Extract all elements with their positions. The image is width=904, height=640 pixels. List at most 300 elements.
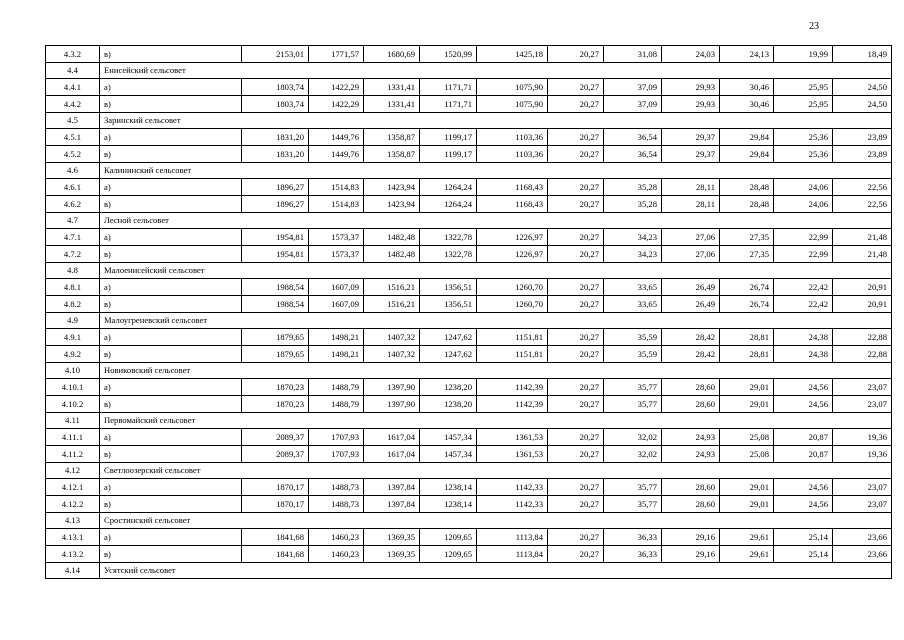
row-label: в) [100, 296, 242, 313]
table-row [46, 329, 892, 346]
value-cell: 24,56 [774, 496, 833, 513]
value-cell: 29,16 [662, 529, 720, 546]
value-cell: 24,50 [833, 79, 892, 96]
value-cell: 35,59 [604, 346, 662, 363]
table-row [46, 146, 892, 163]
table-row [46, 496, 892, 513]
value-cell: 22,42 [774, 279, 833, 296]
row-label: а) [100, 279, 242, 296]
value-cell: 25,14 [774, 529, 833, 546]
section-title: Сростинский сельсовет [100, 513, 892, 529]
row-code: 4.5.1 [46, 129, 100, 146]
value-cell: 1113,84 [477, 529, 548, 546]
section-row [46, 363, 892, 379]
table-row [46, 279, 892, 296]
section-row [46, 63, 892, 79]
value-cell: 1449,76 [309, 129, 364, 146]
value-cell: 1142,33 [477, 496, 548, 513]
value-cell: 29,84 [720, 146, 774, 163]
value-cell: 1356,51 [420, 296, 477, 313]
value-cell: 21,48 [833, 246, 892, 263]
value-cell: 19,99 [774, 46, 833, 63]
row-code: 4.7 [46, 213, 100, 229]
value-cell: 20,91 [833, 296, 892, 313]
value-cell: 23,89 [833, 129, 892, 146]
value-cell: 1803,74 [242, 79, 309, 96]
value-cell: 1771,57 [309, 46, 364, 63]
row-label: в) [100, 96, 242, 113]
value-cell: 20,87 [774, 429, 833, 446]
value-cell: 1397,84 [364, 496, 420, 513]
value-cell: 23,07 [833, 479, 892, 496]
section-row [46, 563, 892, 579]
table-row [46, 79, 892, 96]
table-row [46, 546, 892, 563]
value-cell: 29,84 [720, 129, 774, 146]
value-cell: 20,27 [548, 446, 604, 463]
value-cell: 1460,23 [309, 529, 364, 546]
value-cell: 1617,04 [364, 429, 420, 446]
row-label: в) [100, 346, 242, 363]
row-label: в) [100, 546, 242, 563]
value-cell: 1209,65 [420, 529, 477, 546]
value-cell: 22,88 [833, 329, 892, 346]
value-cell: 26,74 [720, 279, 774, 296]
value-cell: 1151,81 [477, 329, 548, 346]
value-cell: 1226,97 [477, 246, 548, 263]
value-cell: 1331,41 [364, 96, 420, 113]
value-cell: 24,06 [774, 196, 833, 213]
value-cell: 20,27 [548, 496, 604, 513]
value-cell: 1397,90 [364, 396, 420, 413]
value-cell: 28,11 [662, 179, 720, 196]
value-cell: 1247,62 [420, 346, 477, 363]
value-cell: 1498,21 [309, 329, 364, 346]
value-cell: 29,37 [662, 129, 720, 146]
value-cell: 1514,83 [309, 179, 364, 196]
value-cell: 35,77 [604, 396, 662, 413]
value-cell: 24,56 [774, 479, 833, 496]
value-cell: 20,91 [833, 279, 892, 296]
row-code: 4.9.1 [46, 329, 100, 346]
value-cell: 35,28 [604, 196, 662, 213]
value-cell: 1482,48 [364, 229, 420, 246]
value-cell: 26,49 [662, 296, 720, 313]
value-cell: 28,81 [720, 346, 774, 363]
value-cell: 28,60 [662, 479, 720, 496]
value-cell: 20,27 [548, 146, 604, 163]
section-row [46, 263, 892, 279]
value-cell: 29,01 [720, 379, 774, 396]
value-cell: 19,36 [833, 429, 892, 446]
value-cell: 27,35 [720, 246, 774, 263]
section-title: Енисейский сельсовет [100, 63, 892, 79]
value-cell: 28,48 [720, 196, 774, 213]
value-cell: 25,14 [774, 546, 833, 563]
value-cell: 28,42 [662, 346, 720, 363]
value-cell: 20,27 [548, 246, 604, 263]
value-cell: 19,36 [833, 446, 892, 463]
value-cell: 36,33 [604, 546, 662, 563]
section-row [46, 463, 892, 479]
value-cell: 1954,81 [242, 229, 309, 246]
row-code: 4.9 [46, 313, 100, 329]
value-cell: 1422,29 [309, 79, 364, 96]
row-label: а) [100, 179, 242, 196]
value-cell: 1397,84 [364, 479, 420, 496]
value-cell: 20,27 [548, 196, 604, 213]
value-cell: 1358,87 [364, 146, 420, 163]
value-cell: 1449,76 [309, 146, 364, 163]
value-cell: 28,11 [662, 196, 720, 213]
value-cell: 1954,81 [242, 246, 309, 263]
value-cell: 33,65 [604, 296, 662, 313]
value-cell: 24,13 [720, 46, 774, 63]
value-cell: 28,60 [662, 496, 720, 513]
value-cell: 2153,01 [242, 46, 309, 63]
row-label: а) [100, 529, 242, 546]
value-cell: 29,61 [720, 546, 774, 563]
value-cell: 34,23 [604, 246, 662, 263]
table-row [46, 379, 892, 396]
row-code: 4.6.1 [46, 179, 100, 196]
section-row [46, 213, 892, 229]
row-label: в) [100, 496, 242, 513]
value-cell: 20,27 [548, 479, 604, 496]
value-cell: 1322,78 [420, 246, 477, 263]
value-cell: 20,27 [548, 379, 604, 396]
value-cell: 20,87 [774, 446, 833, 463]
value-cell: 37,09 [604, 79, 662, 96]
value-cell: 22,56 [833, 196, 892, 213]
tariff-table [45, 45, 892, 579]
row-code: 4.8.1 [46, 279, 100, 296]
section-row [46, 313, 892, 329]
table-row [46, 396, 892, 413]
value-cell: 1199,17 [420, 129, 477, 146]
value-cell: 1199,17 [420, 146, 477, 163]
value-cell: 1841,68 [242, 529, 309, 546]
value-cell: 20,27 [548, 179, 604, 196]
value-cell: 24,93 [662, 446, 720, 463]
value-cell: 18,49 [833, 46, 892, 63]
section-row [46, 163, 892, 179]
value-cell: 37,09 [604, 96, 662, 113]
value-cell: 1457,34 [420, 446, 477, 463]
row-code: 4.14 [46, 563, 100, 579]
value-cell: 23,07 [833, 496, 892, 513]
row-code: 4.12.2 [46, 496, 100, 513]
value-cell: 1260,70 [477, 296, 548, 313]
table-row [46, 529, 892, 546]
section-title: Малоугреневский сельсовет [100, 313, 892, 329]
value-cell: 27,35 [720, 229, 774, 246]
table-row [46, 46, 892, 63]
value-cell: 1075,90 [477, 96, 548, 113]
value-cell: 36,33 [604, 529, 662, 546]
value-cell: 1879,65 [242, 329, 309, 346]
value-cell: 29,16 [662, 546, 720, 563]
row-code: 4.4.2 [46, 96, 100, 113]
value-cell: 1356,51 [420, 279, 477, 296]
value-cell: 28,60 [662, 396, 720, 413]
row-code: 4.10 [46, 363, 100, 379]
row-label: в) [100, 46, 242, 63]
section-title: Усятский сельсовет [100, 563, 892, 579]
value-cell: 23,07 [833, 396, 892, 413]
value-cell: 20,27 [548, 346, 604, 363]
value-cell: 25,36 [774, 146, 833, 163]
value-cell: 1075,90 [477, 79, 548, 96]
value-cell: 1142,39 [477, 396, 548, 413]
value-cell: 20,27 [548, 529, 604, 546]
value-cell: 30,46 [720, 96, 774, 113]
value-cell: 20,27 [548, 296, 604, 313]
row-label: а) [100, 79, 242, 96]
value-cell: 1168,43 [477, 179, 548, 196]
value-cell: 26,49 [662, 279, 720, 296]
table-row [46, 296, 892, 313]
value-cell: 20,27 [548, 229, 604, 246]
value-cell: 1988,54 [242, 296, 309, 313]
value-cell: 1879,65 [242, 346, 309, 363]
value-cell: 20,27 [548, 429, 604, 446]
value-cell: 1520,99 [420, 46, 477, 63]
row-code: 4.10.1 [46, 379, 100, 396]
value-cell: 32,02 [604, 446, 662, 463]
value-cell: 29,01 [720, 496, 774, 513]
value-cell: 36,54 [604, 129, 662, 146]
value-cell: 25,08 [720, 429, 774, 446]
row-code: 4.13.2 [46, 546, 100, 563]
table-row [46, 479, 892, 496]
value-cell: 1103,36 [477, 129, 548, 146]
value-cell: 35,77 [604, 496, 662, 513]
value-cell: 20,27 [548, 546, 604, 563]
value-cell: 1168,43 [477, 196, 548, 213]
section-title: Светлоозерский сельсовет [100, 463, 892, 479]
value-cell: 1260,70 [477, 279, 548, 296]
value-cell: 29,93 [662, 96, 720, 113]
section-row [46, 513, 892, 529]
value-cell: 28,42 [662, 329, 720, 346]
value-cell: 1803,74 [242, 96, 309, 113]
value-cell: 23,66 [833, 529, 892, 546]
value-cell: 28,48 [720, 179, 774, 196]
value-cell: 33,65 [604, 279, 662, 296]
value-cell: 28,81 [720, 329, 774, 346]
row-code: 4.8 [46, 263, 100, 279]
row-code: 4.12 [46, 463, 100, 479]
row-label: в) [100, 446, 242, 463]
table-row [46, 229, 892, 246]
value-cell: 1831,20 [242, 146, 309, 163]
value-cell: 1425,18 [477, 46, 548, 63]
table-row [46, 129, 892, 146]
value-cell: 28,60 [662, 379, 720, 396]
value-cell: 1988,54 [242, 279, 309, 296]
value-cell: 25,95 [774, 96, 833, 113]
table-body [46, 46, 892, 579]
value-cell: 34,23 [604, 229, 662, 246]
row-code: 4.13 [46, 513, 100, 529]
row-label: а) [100, 479, 242, 496]
table-row [46, 246, 892, 263]
value-cell: 22,56 [833, 179, 892, 196]
value-cell: 20,27 [548, 79, 604, 96]
value-cell: 1573,37 [309, 229, 364, 246]
value-cell: 1264,24 [420, 179, 477, 196]
row-label: в) [100, 146, 242, 163]
value-cell: 21,48 [833, 229, 892, 246]
value-cell: 1238,14 [420, 479, 477, 496]
value-cell: 1397,90 [364, 379, 420, 396]
value-cell: 1870,17 [242, 479, 309, 496]
row-label: в) [100, 396, 242, 413]
value-cell: 20,27 [548, 46, 604, 63]
table-row [46, 429, 892, 446]
row-label: а) [100, 329, 242, 346]
value-cell: 1831,20 [242, 129, 309, 146]
value-cell: 24,56 [774, 396, 833, 413]
row-code: 4.11 [46, 413, 100, 429]
value-cell: 35,77 [604, 479, 662, 496]
value-cell: 1514,83 [309, 196, 364, 213]
row-code: 4.5 [46, 113, 100, 129]
value-cell: 1209,65 [420, 546, 477, 563]
value-cell: 1841,68 [242, 546, 309, 563]
value-cell: 1226,97 [477, 229, 548, 246]
table-row [46, 446, 892, 463]
value-cell: 1423,94 [364, 179, 420, 196]
value-cell: 1369,35 [364, 546, 420, 563]
row-label: в) [100, 246, 242, 263]
value-cell: 1607,09 [309, 296, 364, 313]
section-title: Малоенисейский сельсовет [100, 263, 892, 279]
value-cell: 20,27 [548, 279, 604, 296]
value-cell: 29,61 [720, 529, 774, 546]
value-cell: 1896,27 [242, 196, 309, 213]
value-cell: 1171,71 [420, 96, 477, 113]
value-cell: 1322,78 [420, 229, 477, 246]
value-cell: 1498,21 [309, 346, 364, 363]
value-cell: 24,38 [774, 346, 833, 363]
value-cell: 1103,36 [477, 146, 548, 163]
value-cell: 1457,34 [420, 429, 477, 446]
value-cell: 1151,81 [477, 346, 548, 363]
value-cell: 27,06 [662, 229, 720, 246]
value-cell: 1617,04 [364, 446, 420, 463]
value-cell: 1361,53 [477, 446, 548, 463]
value-cell: 2089,37 [242, 446, 309, 463]
value-cell: 29,01 [720, 396, 774, 413]
value-cell: 1171,71 [420, 79, 477, 96]
section-title: Лесной сельсовет [100, 213, 892, 229]
value-cell: 35,28 [604, 179, 662, 196]
value-cell: 1516,21 [364, 296, 420, 313]
row-code: 4.5.2 [46, 146, 100, 163]
value-cell: 1422,29 [309, 96, 364, 113]
value-cell: 24,38 [774, 329, 833, 346]
section-title: Первомайский сельсовет [100, 413, 892, 429]
value-cell: 1142,39 [477, 379, 548, 396]
value-cell: 1407,32 [364, 329, 420, 346]
value-cell: 27,06 [662, 246, 720, 263]
row-code: 4.12.1 [46, 479, 100, 496]
row-code: 4.6 [46, 163, 100, 179]
value-cell: 1238,20 [420, 379, 477, 396]
value-cell: 22,88 [833, 346, 892, 363]
value-cell: 22,99 [774, 246, 833, 263]
value-cell: 1488,79 [309, 379, 364, 396]
value-cell: 1358,87 [364, 129, 420, 146]
table-row [46, 346, 892, 363]
value-cell: 1870,17 [242, 496, 309, 513]
value-cell: 1460,23 [309, 546, 364, 563]
value-cell: 2089,37 [242, 429, 309, 446]
value-cell: 29,93 [662, 79, 720, 96]
value-cell: 1369,35 [364, 529, 420, 546]
value-cell: 1607,09 [309, 279, 364, 296]
row-code: 4.3.2 [46, 46, 100, 63]
value-cell: 24,56 [774, 379, 833, 396]
value-cell: 1707,93 [309, 446, 364, 463]
row-code: 4.10.2 [46, 396, 100, 413]
value-cell: 1488,79 [309, 396, 364, 413]
value-cell: 23,07 [833, 379, 892, 396]
page-number: 23 [809, 21, 819, 32]
value-cell: 1680,69 [364, 46, 420, 63]
value-cell: 24,50 [833, 96, 892, 113]
value-cell: 1264,24 [420, 196, 477, 213]
value-cell: 20,27 [548, 329, 604, 346]
value-cell: 1247,62 [420, 329, 477, 346]
row-label: в) [100, 196, 242, 213]
value-cell: 23,66 [833, 546, 892, 563]
value-cell: 29,01 [720, 479, 774, 496]
value-cell: 25,36 [774, 129, 833, 146]
row-code: 4.6.2 [46, 196, 100, 213]
value-cell: 1516,21 [364, 279, 420, 296]
value-cell: 1142,33 [477, 479, 548, 496]
section-row [46, 413, 892, 429]
value-cell: 1407,32 [364, 346, 420, 363]
row-code: 4.11.1 [46, 429, 100, 446]
row-code: 4.4.1 [46, 79, 100, 96]
value-cell: 20,27 [548, 129, 604, 146]
value-cell: 1870,23 [242, 396, 309, 413]
section-title: Калининский сельсовет [100, 163, 892, 179]
value-cell: 36,54 [604, 146, 662, 163]
value-cell: 25,95 [774, 79, 833, 96]
value-cell: 20,27 [548, 396, 604, 413]
row-code: 4.7.2 [46, 246, 100, 263]
table-row [46, 196, 892, 213]
value-cell: 1488,73 [309, 479, 364, 496]
section-row [46, 113, 892, 129]
value-cell: 22,42 [774, 296, 833, 313]
row-code: 4.4 [46, 63, 100, 79]
table-row [46, 179, 892, 196]
section-title: Новиковский сельсовет [100, 363, 892, 379]
value-cell: 30,46 [720, 79, 774, 96]
value-cell: 20,27 [548, 96, 604, 113]
value-cell: 1423,94 [364, 196, 420, 213]
value-cell: 1113,84 [477, 546, 548, 563]
row-code: 4.9.2 [46, 346, 100, 363]
row-code: 4.7.1 [46, 229, 100, 246]
value-cell: 1488,73 [309, 496, 364, 513]
